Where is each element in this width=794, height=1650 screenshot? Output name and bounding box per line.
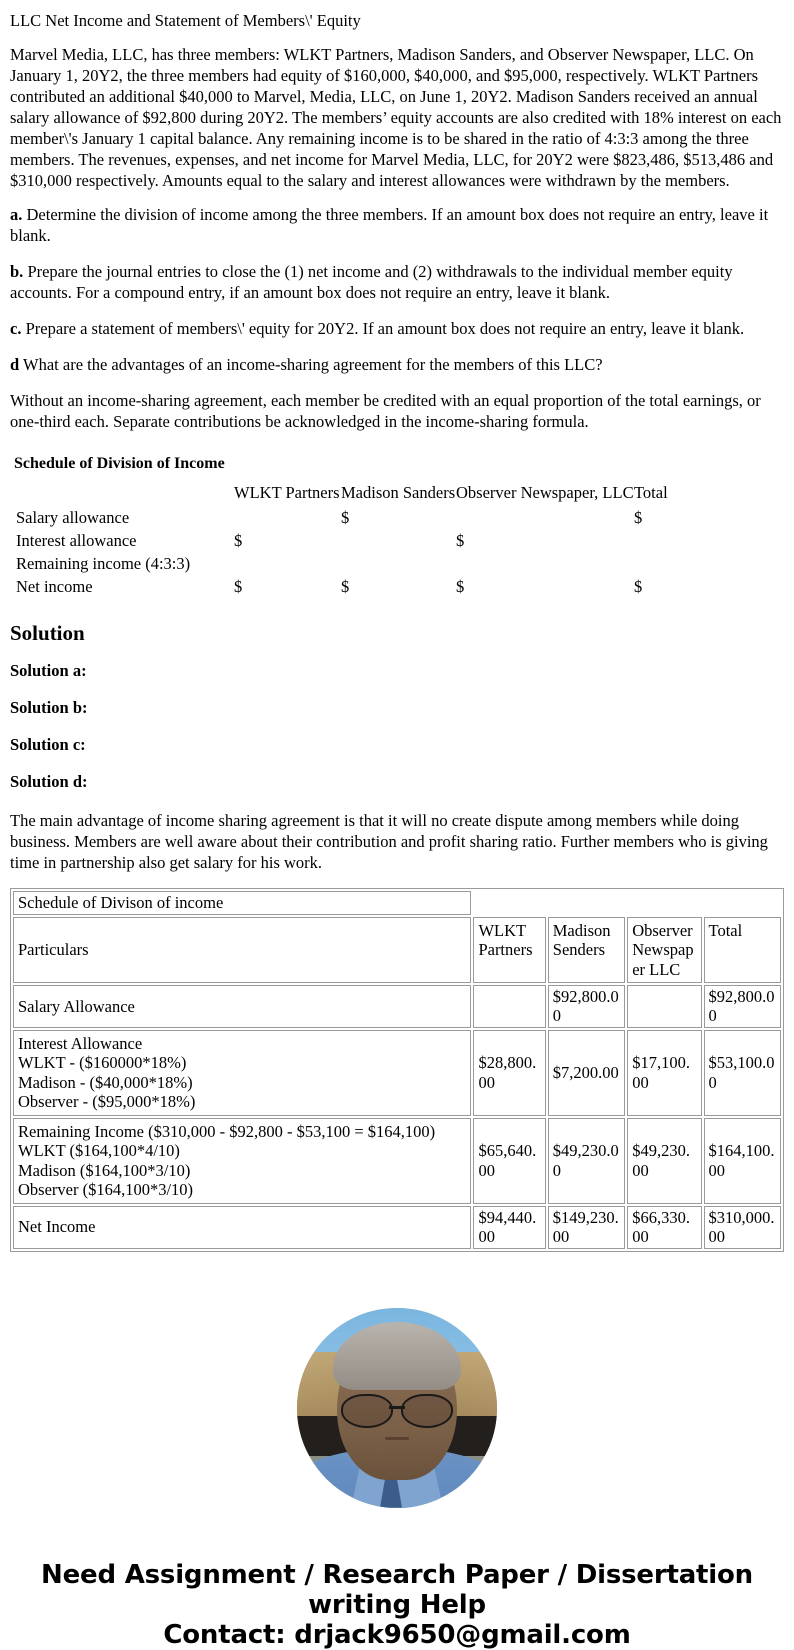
question-a-label: a. [10,205,23,225]
cell-netincome-wlkt: $94,440.00 [473,1206,545,1249]
cell-interest-madison [341,530,456,553]
table-row [10,553,784,576]
header-blank [10,482,234,507]
table-row [10,530,784,553]
table-header-row [10,482,784,507]
row-label-net-income: Net income [16,577,93,597]
table-header-row [13,917,781,983]
table-row [13,985,781,1028]
header-wlkt-partners: WLKT Partners [473,917,545,983]
row-label-salary-allowance: Salary allowance [16,508,130,528]
header-total: Total [634,483,668,503]
photo-lens-left [341,1394,393,1428]
solution-schedule-table [10,888,784,1252]
remaining-detail-wlkt: WLKT ($164,100*4/10) [18,1141,180,1161]
row-label-interest-allowance [13,1030,471,1116]
schedule-blank-table [10,482,784,599]
solution-table-caption: Schedule of Divison of income [13,891,471,914]
table-row [10,507,784,530]
cell-salary-observer [627,985,701,1028]
interest-detail-madison: Madison - ($40,000*18%) [18,1072,193,1092]
row-label-remaining-income: Remaining income (4:3:3) [16,554,191,574]
question-b-text: Prepare the journal entries to close the (1) net income and (2) withdrawals to the individual member equity accounts. For a compound entry, if an amount box does not require an entry, leave it blank. [10,262,733,303]
photo-lens-right [401,1394,453,1428]
cell-interest-wlkt: $ [234,531,243,551]
cell-salary-wlkt [473,985,545,1028]
remaining-detail-observer: Observer ($164,100*3/10) [18,1180,194,1200]
cell-salary-wlkt [234,507,341,530]
promo-line-1: Need Assignment / Research Paper / Dissertation [41,1559,753,1590]
cell-remaining-wlkt [234,553,341,576]
cell-remaining-madison: $49,230.00 [548,1118,625,1204]
cell-netincome-madison: $ [341,577,350,597]
cell-interest-madison: $7,200.00 [548,1030,625,1116]
header-wlkt-partners: WLKT Partners [234,483,340,503]
cell-netincome-observer: $66,330.00 [627,1206,701,1249]
promo-contact-line: Contact: drjack9650@gmail.com [163,1619,631,1650]
cell-netincome-total: $ [634,577,643,597]
question-a-text: Determine the division of income among the three members. If an amount box does not require an entry, leave it blank. [10,205,769,246]
page-title: LLC Net Income and Statement of Members\' Equity [10,11,361,30]
header-particulars: Particulars [13,917,471,983]
remaining-detail-madison: Madison ($164,100*3/10) [18,1160,191,1180]
cell-interest-total [634,530,784,553]
cell-salary-madison: $92,800.00 [548,985,625,1028]
row-label-interest-allowance: Interest allowance [16,531,137,551]
table-caption-row [13,891,781,914]
cell-salary-total: $ [634,508,643,528]
table-row [13,1030,781,1116]
row-label-remaining-income [13,1118,471,1204]
question-d-text: What are the advantages of an income-sharing agreement for the members of this LLC? [23,355,603,375]
cell-interest-observer: $17,100.00 [627,1030,701,1116]
cell-remaining-total [634,553,784,576]
promo-line-2: writing Help [308,1589,486,1620]
table-row [13,1206,781,1249]
cell-remaining-observer: $49,230.00 [627,1118,701,1204]
header-madison-senders: Madison Senders [548,917,625,983]
header-observer-newspaper: Observer Newspaper, LLC [456,483,634,503]
question-c-label: c. [10,319,22,339]
row-label-salary-allowance: Salary Allowance [13,985,471,1028]
photo-glasses-bridge [389,1406,405,1409]
cell-salary-total: $92,800.00 [704,985,781,1028]
avatar [297,1308,497,1508]
solution-d-heading: Solution d: [10,772,88,792]
question-a [10,205,784,247]
cell-interest-wlkt: $28,800.00 [473,1030,545,1116]
interest-detail-wlkt: WLKT - ($160000*18%) [18,1053,187,1073]
table-row [10,576,784,599]
caption-spacer [473,891,781,914]
solution-c-heading: Solution c: [10,735,86,755]
header-observer-newspaper-llc: Observer Newspaper LLC [627,917,701,983]
schedule-blank-title: Schedule of Division of Income [14,455,225,473]
photo-mouth [385,1437,409,1440]
eyeglasses-icon [341,1394,453,1424]
cell-interest-observer: $ [456,531,465,551]
problem-statement-paragraph: Marvel Media, LLC, has three members: WLKT Partners, Madison Sanders, and Observer Newspaper, LLC. On January 1, 20Y2, the three members had equity of $160,000, $40,000, and $95,000, respectively. WLKT Partners contributed an additional $40,000 to Marvel, Media, LLC, on June 1, 20Y2. Madison Sanders received an annual salary allowance of $92,800 during 20Y2. The members’ equity accounts are also credited with 18% interest on each member\'s January 1 capital balance. Any remaining income is to be shared in the ratio of 4:3:3 among the three members. The revenues, expenses, and net income for Marvel Media, LLC, for 20Y2 were $823,486, $513,486 and $310,000 respectively. Amounts equal to the salary and interest allowances were withdrawn by the members. [10,44,782,190]
cell-interest-total: $53,100.00 [704,1030,781,1116]
question-c [10,319,784,340]
cell-remaining-wlkt: $65,640.00 [473,1118,545,1204]
cell-netincome-madison: $149,230.00 [548,1206,625,1249]
interest-allowance-title: Interest Allowance [18,1033,143,1053]
cell-salary-madison: $ [341,508,350,528]
cell-remaining-total: $164,100.00 [704,1118,781,1204]
question-d [10,355,784,376]
question-c-text: Prepare a statement of members\' equity for 20Y2. If an amount box does not require an entry, leave it blank. [25,319,745,339]
row-label-net-income: Net Income [13,1206,471,1249]
note-paragraph: Without an income-sharing agreement, each member be credited with an equal proportion of the total earnings, or one-third each. Separate contributions be acknowledged in the income-sharing formula. [10,391,761,432]
solution-heading: Solution [10,621,85,646]
question-d-label: d [10,355,20,375]
question-b-label: b. [10,262,24,282]
question-b [10,262,784,304]
cell-netincome-total: $310,000.00 [704,1206,781,1249]
table-row [13,1118,781,1204]
cell-netincome-observer: $ [456,577,465,597]
cell-remaining-observer [456,553,634,576]
header-madison-sanders: Madison Sanders [341,483,456,503]
cell-netincome-wlkt: $ [234,577,243,597]
cell-salary-observer [456,507,634,530]
interest-detail-observer: Observer - ($95,000*18%) [18,1092,196,1112]
header-total: Total [704,917,781,983]
solution-d-answer: The main advantage of income sharing agreement is that it will no create dispute among members while doing business. Members are well aware about their contribution and profit sharing ratio. Further members who is giving time in partnership also get salary for his work. [10,811,768,873]
cell-remaining-madison [341,553,456,576]
remaining-income-title: Remaining Income ($310,000 - $92,800 - $53,100 = $164,100) [18,1121,436,1141]
solution-a-heading: Solution a: [10,661,87,681]
promo-banner [10,1560,784,1650]
profile-photo-container [10,1308,784,1508]
solution-b-heading: Solution b: [10,698,88,718]
